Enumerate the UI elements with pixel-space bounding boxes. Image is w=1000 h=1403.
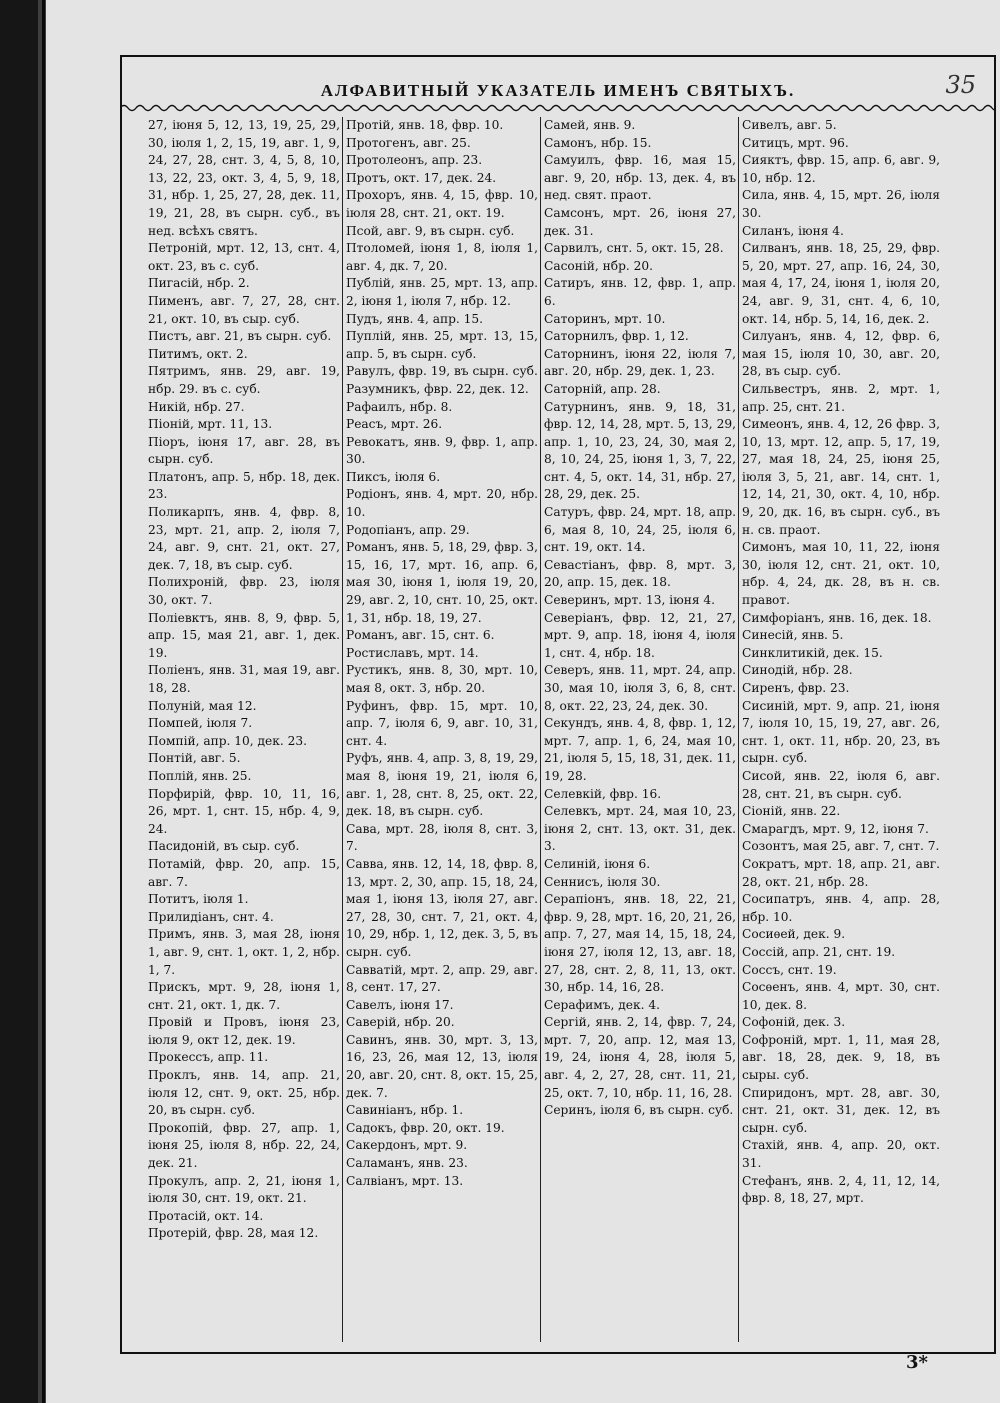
index-entry: Понтій, авг. 5. bbox=[148, 751, 241, 766]
index-entry: Примъ, янв. 3, мая 28, іюня 1, авг. 9, снт. 1, окт. 1, 2, нбр. 1, 7. bbox=[148, 927, 340, 977]
column-rule bbox=[540, 117, 541, 1342]
index-entry: Поплій, янв. 25. bbox=[148, 768, 252, 783]
index-entry: Сивелъ, авг. 5. bbox=[742, 118, 837, 132]
index-entry: Платонъ, апр. 5, нбр. 18, дек. 23. bbox=[148, 469, 340, 502]
index-entry: Савелъ, іюня 17. bbox=[346, 997, 454, 1012]
index-entry: Потамій, фвр. 20, апр. 15, авг. 7. bbox=[148, 856, 340, 889]
index-entry: Синклитикій, дек. 15. bbox=[742, 645, 883, 660]
index-entry: Северъ, янв. 11, мрт. 24, апр. 30, мая 10, іюля 3, 6, 8, снт. 8, окт. 22, 23, 24, дек. 30. bbox=[544, 663, 736, 713]
index-entry: Сатурнинъ, янв. 9, 18, 31, фвр. 12, 14, 28, мрт. 5, 13, 29, апр. 1, 10, 23, 24, 30, мая 2, 8, 10, 24, 25, іюня 1, 3, 7, 22, снт. 4, 5, окт. 14, 31, нбр. 27, 28, 29, дек. 25. bbox=[544, 399, 736, 502]
index-entry: Прокулъ, апр. 2, 21, іюня 1, іюля 30, снт. 19, окт. 21. bbox=[148, 1173, 340, 1206]
index-entry: Родопіанъ, апр. 29. bbox=[346, 522, 470, 537]
index-entry: Самонъ, нбр. 15. bbox=[544, 135, 652, 150]
index-entry: Садокъ, фвр. 20, окт. 19. bbox=[346, 1120, 505, 1135]
index-entry: Саторнинъ, іюня 22, іюля 7, авг. 20, нбр. 29, дек. 1, 23. bbox=[544, 346, 736, 379]
index-entry: Руфинъ, фвр. 15, мрт. 10, апр. 7, іюля 6, 9, авг. 10, 31, снт. 4. bbox=[346, 698, 538, 748]
index-entry: Сатуръ, фвр. 24, мрт. 18, апр. 6, мая 8, 10, 24, 25, іюля 6, снт. 19, окт. 14. bbox=[544, 505, 736, 555]
index-entry: Саторнилъ, фвр. 1, 12. bbox=[544, 329, 689, 344]
index-entry: Салвіанъ, мрт. 13. bbox=[346, 1173, 464, 1188]
index-entry: Селиній, іюня 6. bbox=[544, 856, 651, 871]
index-entry: Сакердонъ, мрт. 9. bbox=[346, 1138, 468, 1153]
index-entry: Провій и Провъ, іюня 23, іюля 9, окт 12, дек. 19. bbox=[148, 1015, 340, 1047]
index-entry: Питимъ, окт. 2. bbox=[148, 346, 248, 361]
index-entry: Полихроній, фвр. 23, іюля 30, окт. 7. bbox=[148, 575, 340, 608]
index-column-1 bbox=[148, 117, 340, 1347]
index-entry: Поліенъ, янв. 31, мая 19, авг. 18, 28. bbox=[148, 663, 340, 695]
index-entry: Поліевктъ, янв. 8, 9, фвр. 5, апр. 15, мая 21, авг. 1, дек. 19. bbox=[148, 610, 340, 660]
index-entry: Спиридонъ, мрт. 28, авг. 30, снт. 21, окт. 31, дек. 12, въ сырн. суб. bbox=[742, 1085, 940, 1135]
index-entry: Сисой, янв. 22, іюля 6, авг. 28, снт. 21, въ сырн. суб. bbox=[742, 768, 940, 801]
signature-mark: 3* bbox=[906, 1352, 928, 1373]
index-entry: Полуній, мая 12. bbox=[148, 698, 257, 713]
book-binding-edge bbox=[0, 0, 38, 1403]
index-columns bbox=[122, 117, 994, 1347]
index-entry: Поликарпъ, янв. 4, фвр. 8, 23, мрт. 21, апр. 2, іюля 7, 24, авг. 9, снт. 21, окт. 27, дек. 7, 18, въ сыр. суб. bbox=[148, 505, 340, 572]
index-entry: Сава, мрт. 28, іюля 8, снт. 3, 7. bbox=[346, 821, 538, 854]
index-entry: Серафимъ, дек. 4. bbox=[544, 997, 660, 1012]
index-entry: Пименъ, авг. 7, 27, 28, снт. 21, окт. 10, въ сыр. суб. bbox=[148, 293, 340, 326]
index-entry: Силванъ, янв. 18, 25, 29, фвр. 5, 20, мрт. 27, апр. 16, 24, 30, мая 4, 17, 24, іюня 1, іюля 20, 24, авг. 9, 31, снт. 4, 6, 10, окт. 14, нбр. 5, 14, 16, дек. 2. bbox=[742, 241, 940, 326]
index-entry: Сиренъ, фвр. 23. bbox=[742, 681, 850, 695]
index-entry: Силуанъ, янв. 4, 12, фвр. 6, мая 15, іюля 10, 30, авг. 20, 28, въ сыр. суб. bbox=[742, 329, 940, 379]
index-entry: Соссъ, снт. 19. bbox=[742, 962, 837, 977]
index-entry: Саторинъ, мрт. 10. bbox=[544, 311, 666, 326]
index-entry: Синодій, нбр. 28. bbox=[742, 663, 853, 678]
index-entry: Сеннисъ, іюля 30. bbox=[544, 874, 661, 889]
index-entry: Прокопій, фвр. 27, апр. 1, іюня 25, іюля 8, нбр. 22, 24, дек. 21. bbox=[148, 1120, 340, 1171]
index-entry: Руфъ, янв. 4, апр. 3, 8, 19, 29, мая 8, іюня 19, 21, іюля 6, авг. 1, 28, снт. 8, 25, окт. 22, дек. 18, въ сырн. суб. bbox=[346, 751, 538, 819]
index-entry: Протъ, окт. 17, дек. 24. bbox=[346, 170, 497, 185]
index-entry: Софоній, дек. 3. bbox=[742, 1015, 846, 1030]
index-entry: Романъ, янв. 5, 18, 29, фвр. 3, 15, 16, 17, мрт. 16, апр. 6, мая 30, іюня 1, іюля 19, 20, 29, авг. 2, 10, снт. 10, 25, окт. 1, 31, нбр. 18, 19, 27. bbox=[346, 540, 538, 625]
index-entry: Северіанъ, фвр. 12, 21, 27, мрт. 9, апр. 18, іюня 4, іюля 1, снт. 4, нбр. 18. bbox=[544, 610, 736, 660]
index-entry: Пиксъ, іюля 6. bbox=[346, 469, 441, 484]
index-entry: Рафаилъ, нбр. 8. bbox=[346, 399, 453, 414]
index-entry: Стахій, янв. 4, апр. 20, окт. 31. bbox=[742, 1138, 940, 1171]
index-entry: Разумникъ, фвр. 22, дек. 12. bbox=[346, 381, 529, 396]
index-entry: Романъ, авг. 15, снт. 6. bbox=[346, 628, 495, 643]
index-entry: Соссій, апр. 21, снт. 19. bbox=[742, 944, 896, 959]
index-entry: Сила, янв. 4, 15, мрт. 26, іюля 30. bbox=[742, 188, 940, 220]
index-entry: Сосипатръ, янв. 4, апр. 28, нбр. 10. bbox=[742, 892, 940, 924]
index-entry: Протогенъ, авг. 25. bbox=[346, 135, 471, 150]
index-entry: Селевкъ, мрт. 24, мая 10, 23, іюня 2, снт. 13, окт. 31, дек. 3. bbox=[544, 804, 736, 854]
index-entry: Протасій, окт. 14. bbox=[148, 1208, 264, 1223]
index-entry: Симонъ, мая 10, 11, 22, іюня 30, іюля 12, снт. 21, окт. 10, нбр. 4, 24, дк. 28, въ н. св. правот. bbox=[742, 540, 940, 608]
index-entry: Сатиръ, янв. 12, фвр. 1, апр. 6. bbox=[544, 276, 736, 308]
index-entry: Савинъ, янв. 30, мрт. 3, 13, 16, 23, 26, мая 12, 13, іюля 20, авг. 20, снт. 8, окт. 15, 25, дек. 7. bbox=[346, 1032, 538, 1100]
index-entry: Софроній, мрт. 1, 11, мая 28, авг. 18, 28, дек. 9, 18, въ сыры. суб. bbox=[742, 1032, 940, 1083]
index-entry: Прокессъ, апр. 11. bbox=[148, 1050, 269, 1065]
index-entry: Помпій, апр. 10, дек. 23. bbox=[148, 733, 307, 748]
index-entry: Прилидіанъ, снт. 4. bbox=[148, 909, 274, 924]
index-entry: Сильвестръ, янв. 2, мрт. 1, апр. 25, снт. 21. bbox=[742, 381, 940, 414]
handwritten-page-number: 35 bbox=[945, 71, 976, 99]
index-entry: Ситицъ, мрт. 96. bbox=[742, 135, 849, 150]
index-entry: Пятримъ, янв. 29, авг. 19, нбр. 29. въ с. суб. bbox=[148, 364, 340, 396]
index-entry: Сияктъ, фвр. 15, апр. 6, авг. 9, 10, нбр. 12. bbox=[742, 153, 940, 185]
column-rule bbox=[738, 117, 739, 1342]
page-frame bbox=[120, 55, 996, 1354]
index-entry: Севастіанъ, фвр. 8, мрт. 3, 20, апр. 15, дек. 18. bbox=[544, 557, 736, 590]
book-page bbox=[46, 0, 1000, 1403]
index-entry: Силанъ, іюня 4. bbox=[742, 223, 844, 238]
index-entry: Савиніанъ, нбр. 1. bbox=[346, 1103, 464, 1118]
index-entry: Саторній, апр. 28. bbox=[544, 381, 661, 396]
index-entry: Пудъ, янв. 4, апр. 15. bbox=[346, 311, 484, 326]
index-entry: Смарагдъ, мрт. 9, 12, іюня 7. bbox=[742, 821, 929, 836]
index-entry: Родіонъ, янв. 4, мрт. 20, нбр. 10. bbox=[346, 487, 538, 520]
index-entry: Рустикъ, янв. 8, 30, мрт. 10, мая 8, окт. 3, нбр. 20. bbox=[346, 663, 538, 695]
index-entry: Самсонъ, мрт. 26, іюня 27, дек. 31. bbox=[544, 205, 736, 238]
index-entry: Птоломей, іюня 1, 8, іюля 1, авг. 4, дк. 7, 20. bbox=[346, 241, 538, 273]
index-entry: 27, іюня 5, 12, 13, 19, 25, 29, 30, іюля 1, 2, 15, 19, авг. 1, 9, 24, 27, 28, снт. 3, 4, 5, 8, 10, 13, 22, 23, окт. 3, 4, 5, 9, 18, 31, нбр. 1, 25, 27, 28, дек. 11, 19, 21, 28, въ сырн. суб., въ нед. всѣхъ святъ. bbox=[148, 118, 340, 238]
index-entry: Серинъ, іюля 6, въ сырн. суб. bbox=[544, 1103, 734, 1118]
index-entry: Сосѳенъ, янв. 4, мрт. 30, снт. 10, дек. 8. bbox=[742, 980, 940, 1012]
column-rule bbox=[342, 117, 343, 1342]
index-column-4 bbox=[742, 117, 940, 1347]
index-entry: Симфоріанъ, янв. 16, дек. 18. bbox=[742, 610, 932, 625]
index-entry: Синесій, янв. 5. bbox=[742, 628, 844, 643]
index-entry: Ревокатъ, янв. 9, фвр. 1, апр. 30. bbox=[346, 434, 538, 467]
index-entry: Помпей, іюля 7. bbox=[148, 716, 253, 731]
index-entry: Сосиѳей, дек. 9. bbox=[742, 927, 846, 942]
index-entry: Прискъ, мрт. 9, 28, іюня 1, снт. 21, окт. 1, дк. 7. bbox=[148, 980, 340, 1012]
index-entry: Симеонъ, янв. 4, 12, 26 фвр. 3, 10, 13, мрт. 12, апр. 5, 17, 19, 27, мая 18, 24, 25, іюня 25, іюля 3, 5, 21, авг. 14, снт. 1, 12, 14, 21, 30, окт. 4, 10, нбр. 9, 20, дк. 16, въ сырн. суб., въ н. св. праот. bbox=[742, 417, 940, 537]
index-column-2 bbox=[346, 117, 538, 1347]
index-entry: Публій, янв. 25, мрт. 13, апр. 2, іюня 1, іюля 7, нбр. 12. bbox=[346, 276, 538, 308]
index-entry: Стефанъ, янв. 2, 4, 11, 12, 14, фвр. 8, 18, 27, мрт. bbox=[742, 1173, 940, 1206]
index-entry: Никій, нбр. 27. bbox=[148, 399, 245, 414]
index-entry: Секундъ, янв. 4, 8, фвр. 1, 12, мрт. 7, апр. 1, 6, 24, мая 10, 21, іюля 5, 15, 18, 31, дек. 11, 19, 28. bbox=[544, 716, 736, 783]
index-entry: Самей, янв. 9. bbox=[544, 118, 636, 132]
index-entry: Псой, авг. 9, въ сырн. суб. bbox=[346, 223, 515, 238]
index-entry: Потитъ, іюля 1. bbox=[148, 892, 249, 907]
index-entry: Прохоръ, янв. 4, 15, фвр. 10, іюля 28, снт. 21, окт. 19. bbox=[346, 188, 538, 220]
index-entry: Пигасій, нбр. 2. bbox=[148, 276, 250, 291]
index-entry: Сіоній, янв. 22. bbox=[742, 804, 841, 819]
index-entry: Самуилъ, фвр. 16, мая 15, авг. 9, 20, нбр. 13, дек. 4, въ нед. свят. праот. bbox=[544, 153, 736, 203]
index-entry: Реасъ, мрт. 26. bbox=[346, 417, 443, 432]
page-title: АЛФАВИТНЫЙ УКАЗАТЕЛЬ ИМЕНЪ СВЯТЫХЪ. bbox=[320, 81, 796, 100]
index-entry: Піоръ, іюня 17, авг. 28, въ сырн. суб. bbox=[148, 434, 340, 467]
index-entry: Протій, янв. 18, фвр. 10. bbox=[346, 118, 504, 132]
index-entry: Серапіонъ, янв. 18, 22, 21, фвр. 9, 28, мрт. 16, 20, 21, 26, апр. 7, 27, мая 14, 15, 18, 24, іюня 27, іюля 12, 13, авг. 18, 27, 28, снт. 2, 8, 11, 13, окт. 30, нбр. 14, 16, 28. bbox=[544, 892, 736, 995]
index-entry: Петроній, мрт. 12, 13, снт. 4, окт. 23, въ с. суб. bbox=[148, 241, 340, 273]
index-entry: Созонтъ, мая 25, авг. 7, снт. 7. bbox=[742, 839, 940, 854]
index-entry: Проклъ, янв. 14, апр. 21, іюля 12, снт. 9, окт. 25, нбр. 20, въ сырн. суб. bbox=[148, 1068, 340, 1118]
index-entry: Савва, янв. 12, 14, 18, фвр. 8, 13, мрт. 2, 30, апр. 15, 18, 24, мая 1, іюня 13, іюля 27, авг. 27, 28, 30, снт. 7, 21, окт. 4, 10, 29, нбр. 1, 12, дек. 3, 5, въ сырн. суб. bbox=[346, 856, 538, 959]
index-entry: Піоній, мрт. 11, 13. bbox=[148, 417, 273, 432]
index-entry: Сарвилъ, снт. 5, окт. 15, 28. bbox=[544, 241, 724, 256]
index-entry: Саверій, нбр. 20. bbox=[346, 1015, 455, 1030]
index-column-3 bbox=[544, 117, 736, 1347]
page-header bbox=[122, 57, 994, 105]
index-entry: Сасоній, нбр. 20. bbox=[544, 258, 654, 273]
binding-gutter bbox=[42, 0, 45, 1403]
index-entry: Саламанъ, янв. 23. bbox=[346, 1156, 468, 1171]
index-entry: Савватій, мрт. 2, апр. 29, авг. 8, сент. 17, 27. bbox=[346, 962, 538, 995]
index-entry: Протолеонъ, апр. 23. bbox=[346, 153, 483, 168]
wavy-divider bbox=[120, 101, 994, 115]
index-entry: Селевкій, фвр. 16. bbox=[544, 786, 662, 801]
index-entry: Ростиславъ, мрт. 14. bbox=[346, 645, 479, 660]
index-entry: Порфирій, фвр. 10, 11, 16, 26, мрт. 1, снт. 15, нбр. 4, 9, 24. bbox=[148, 786, 340, 836]
index-entry: Равулъ, фвр. 19, въ сырн. суб. bbox=[346, 364, 538, 379]
index-entry: Пасидоній, въ сыр. суб. bbox=[148, 839, 300, 854]
index-entry: Пуплій, янв. 25, мрт. 13, 15, апр. 5, въ сырн. суб. bbox=[346, 329, 538, 361]
index-entry: Сисиній, мрт. 9, апр. 21, іюня 7, іюля 10, 15, 19, 27, авг. 26, снт. 1, окт. 11, нбр. 20, 23, въ сырн. суб. bbox=[742, 698, 940, 766]
index-entry: Сергій, янв. 2, 14, фвр. 7, 24, мрт. 7, 20, апр. 12, мая 13, 19, 24, іюня 4, 28, іюля 5, авг. 4, 2, 27, 28, снт. 11, 21, 25, окт. 7, 10, нбр. 11, 16, 28. bbox=[544, 1015, 736, 1100]
index-entry: Северинъ, мрт. 13, іюня 4. bbox=[544, 593, 716, 608]
index-entry: Протерій, фвр. 28, мая 12. bbox=[148, 1226, 319, 1241]
index-entry: Пистъ, авг. 21, въ сырн. суб. bbox=[148, 329, 332, 344]
index-entry: Сократъ, мрт. 18, апр. 21, авг. 28, окт. 21, нбр. 28. bbox=[742, 856, 940, 889]
